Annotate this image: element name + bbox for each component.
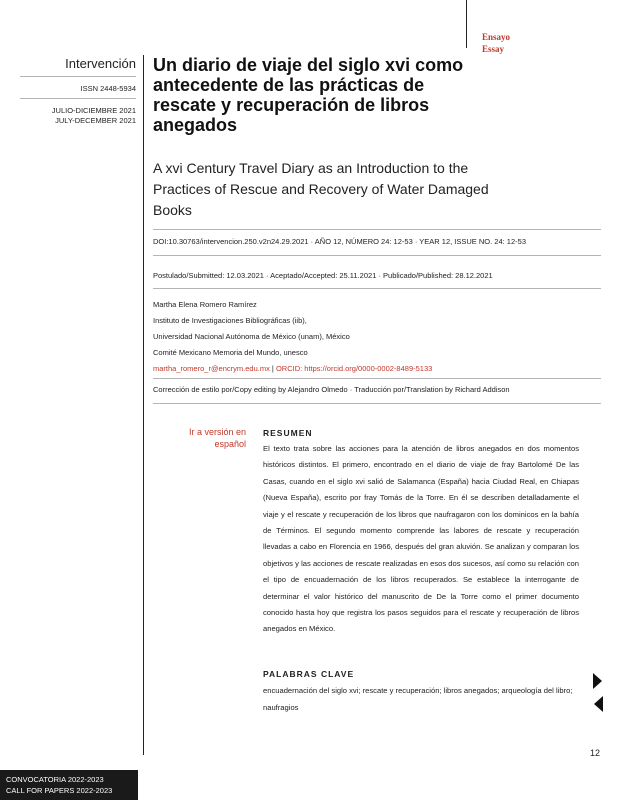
author-name: Martha Elena Romero Ramírez xyxy=(153,300,257,309)
credits-line: Corrección de estilo por/Copy editing by Alejandro Olmedo · Traducción por/Translation by Richard Addison xyxy=(153,385,510,394)
page-number: 12 xyxy=(589,748,600,758)
author-affiliation-2: Universidad Nacional Autónoma de México (unam), México xyxy=(153,332,350,341)
header-divider-vertical xyxy=(466,0,467,48)
article-title-en: A xvi Century Travel Diary as an Introduction to the Practices of Rescue and Recovery of Water Damaged Books xyxy=(153,160,489,218)
keywords-text: encuadernación del siglo xvi; rescate y recuperación; libros anegados; arqueología del libro; naufragios xyxy=(263,686,573,712)
orcid-link[interactable]: ORCID: https://orcid.org/0000-0002-8489-5133 xyxy=(275,364,433,373)
author-email-link[interactable]: martha_romero_r@encrym.edu.mx xyxy=(153,364,270,373)
author-affiliation-1: Instituto de Investigaciones Bibliográficas (iib), xyxy=(153,316,307,325)
divider-credits-bottom xyxy=(153,403,601,404)
article-title-es: Un diario de viaje del siglo xvi como antecedente de las prácticas de rescate y recuperación de libros anegados xyxy=(153,55,464,135)
section-type-en: Essay xyxy=(482,44,505,54)
divider-doi xyxy=(153,229,601,230)
dates-line: Postulado/Submitted: 12.03.2021 · Aceptado/Accepted: 25.11.2021 · Publicado/Published: 28.12.2021 xyxy=(153,271,493,280)
divider-dates xyxy=(153,288,601,289)
journal-issn: ISSN 2448-5934 xyxy=(80,84,136,93)
doi-line: DOI:10.30763/intervencion.250.v2n24.29.2021 · AÑO 12, NÚMERO 24: 12-53 · YEAR 12, ISSUE NO. 24: 12-53 xyxy=(153,237,526,246)
abstract-text: El texto trata sobre las acciones para la atención de libros anegados en dos momentos históricos distintos. El primero, encontrado en el diario de viaje de fray Bartolomé De las Casas, cuando en el siglo xvi salió de Salamanca (España) hacia Ciudad Real, en Chiapas (Nueva España), escrito por fray Tomás de la Torre. En él se describen detalladamente el viaje y el rescate y recuperación de los libros que naufragaron con los dominicos en la bahía de Términos. El segundo momento comprende las labores de rescate y recuperación llevadas a cabo en Florencia en 1966, después del gran aluvión. Se analizan y comparan los objetivos y las acciones de rescate realizadas en esos dos sucesos, así como su relación con el tipo de encuadernación de los libros recuperados. Se establece la interrogante de determinar el valor histórico del manuscrito de De la Torre como el primer documento conocido hasta hoy que registra los pasos seguidos para el rescate y recuperación de libros anegados en México. xyxy=(263,444,579,634)
divider-issn xyxy=(20,98,136,99)
switch-language-link[interactable]: Ir a versión en español xyxy=(188,427,246,449)
author-affiliation-3: Comité Mexicano Memoria del Mundo, unesco xyxy=(153,348,308,357)
section-type-es: Ensayo xyxy=(482,32,511,42)
call-for-papers-banner[interactable] xyxy=(0,770,138,800)
abstract-heading: RESUMEN xyxy=(263,428,313,438)
author-contact xyxy=(153,361,608,377)
call-for-papers-en: CALL FOR PAPERS 2022-2023 xyxy=(6,786,113,795)
divider-credits-top xyxy=(153,378,601,379)
orcid-separator: | xyxy=(269,364,276,373)
sidebar-divider-vertical xyxy=(143,55,144,755)
keywords-heading: PALABRAS CLAVE xyxy=(263,669,355,679)
author-block xyxy=(153,297,608,377)
triangle-right-icon[interactable] xyxy=(593,673,602,689)
period-es: JULIO-DICIEMBRE 2021 xyxy=(51,106,136,115)
journal-period xyxy=(20,106,136,126)
divider-journal xyxy=(20,76,136,77)
divider-doi-bottom xyxy=(153,255,601,256)
call-for-papers-es: CONVOCATORIA 2022-2023 xyxy=(6,775,104,784)
triangle-left-icon[interactable] xyxy=(594,696,603,712)
period-en: JULY-DECEMBER 2021 xyxy=(55,116,136,125)
section-type xyxy=(482,31,510,55)
journal-name: Intervención xyxy=(65,56,136,71)
